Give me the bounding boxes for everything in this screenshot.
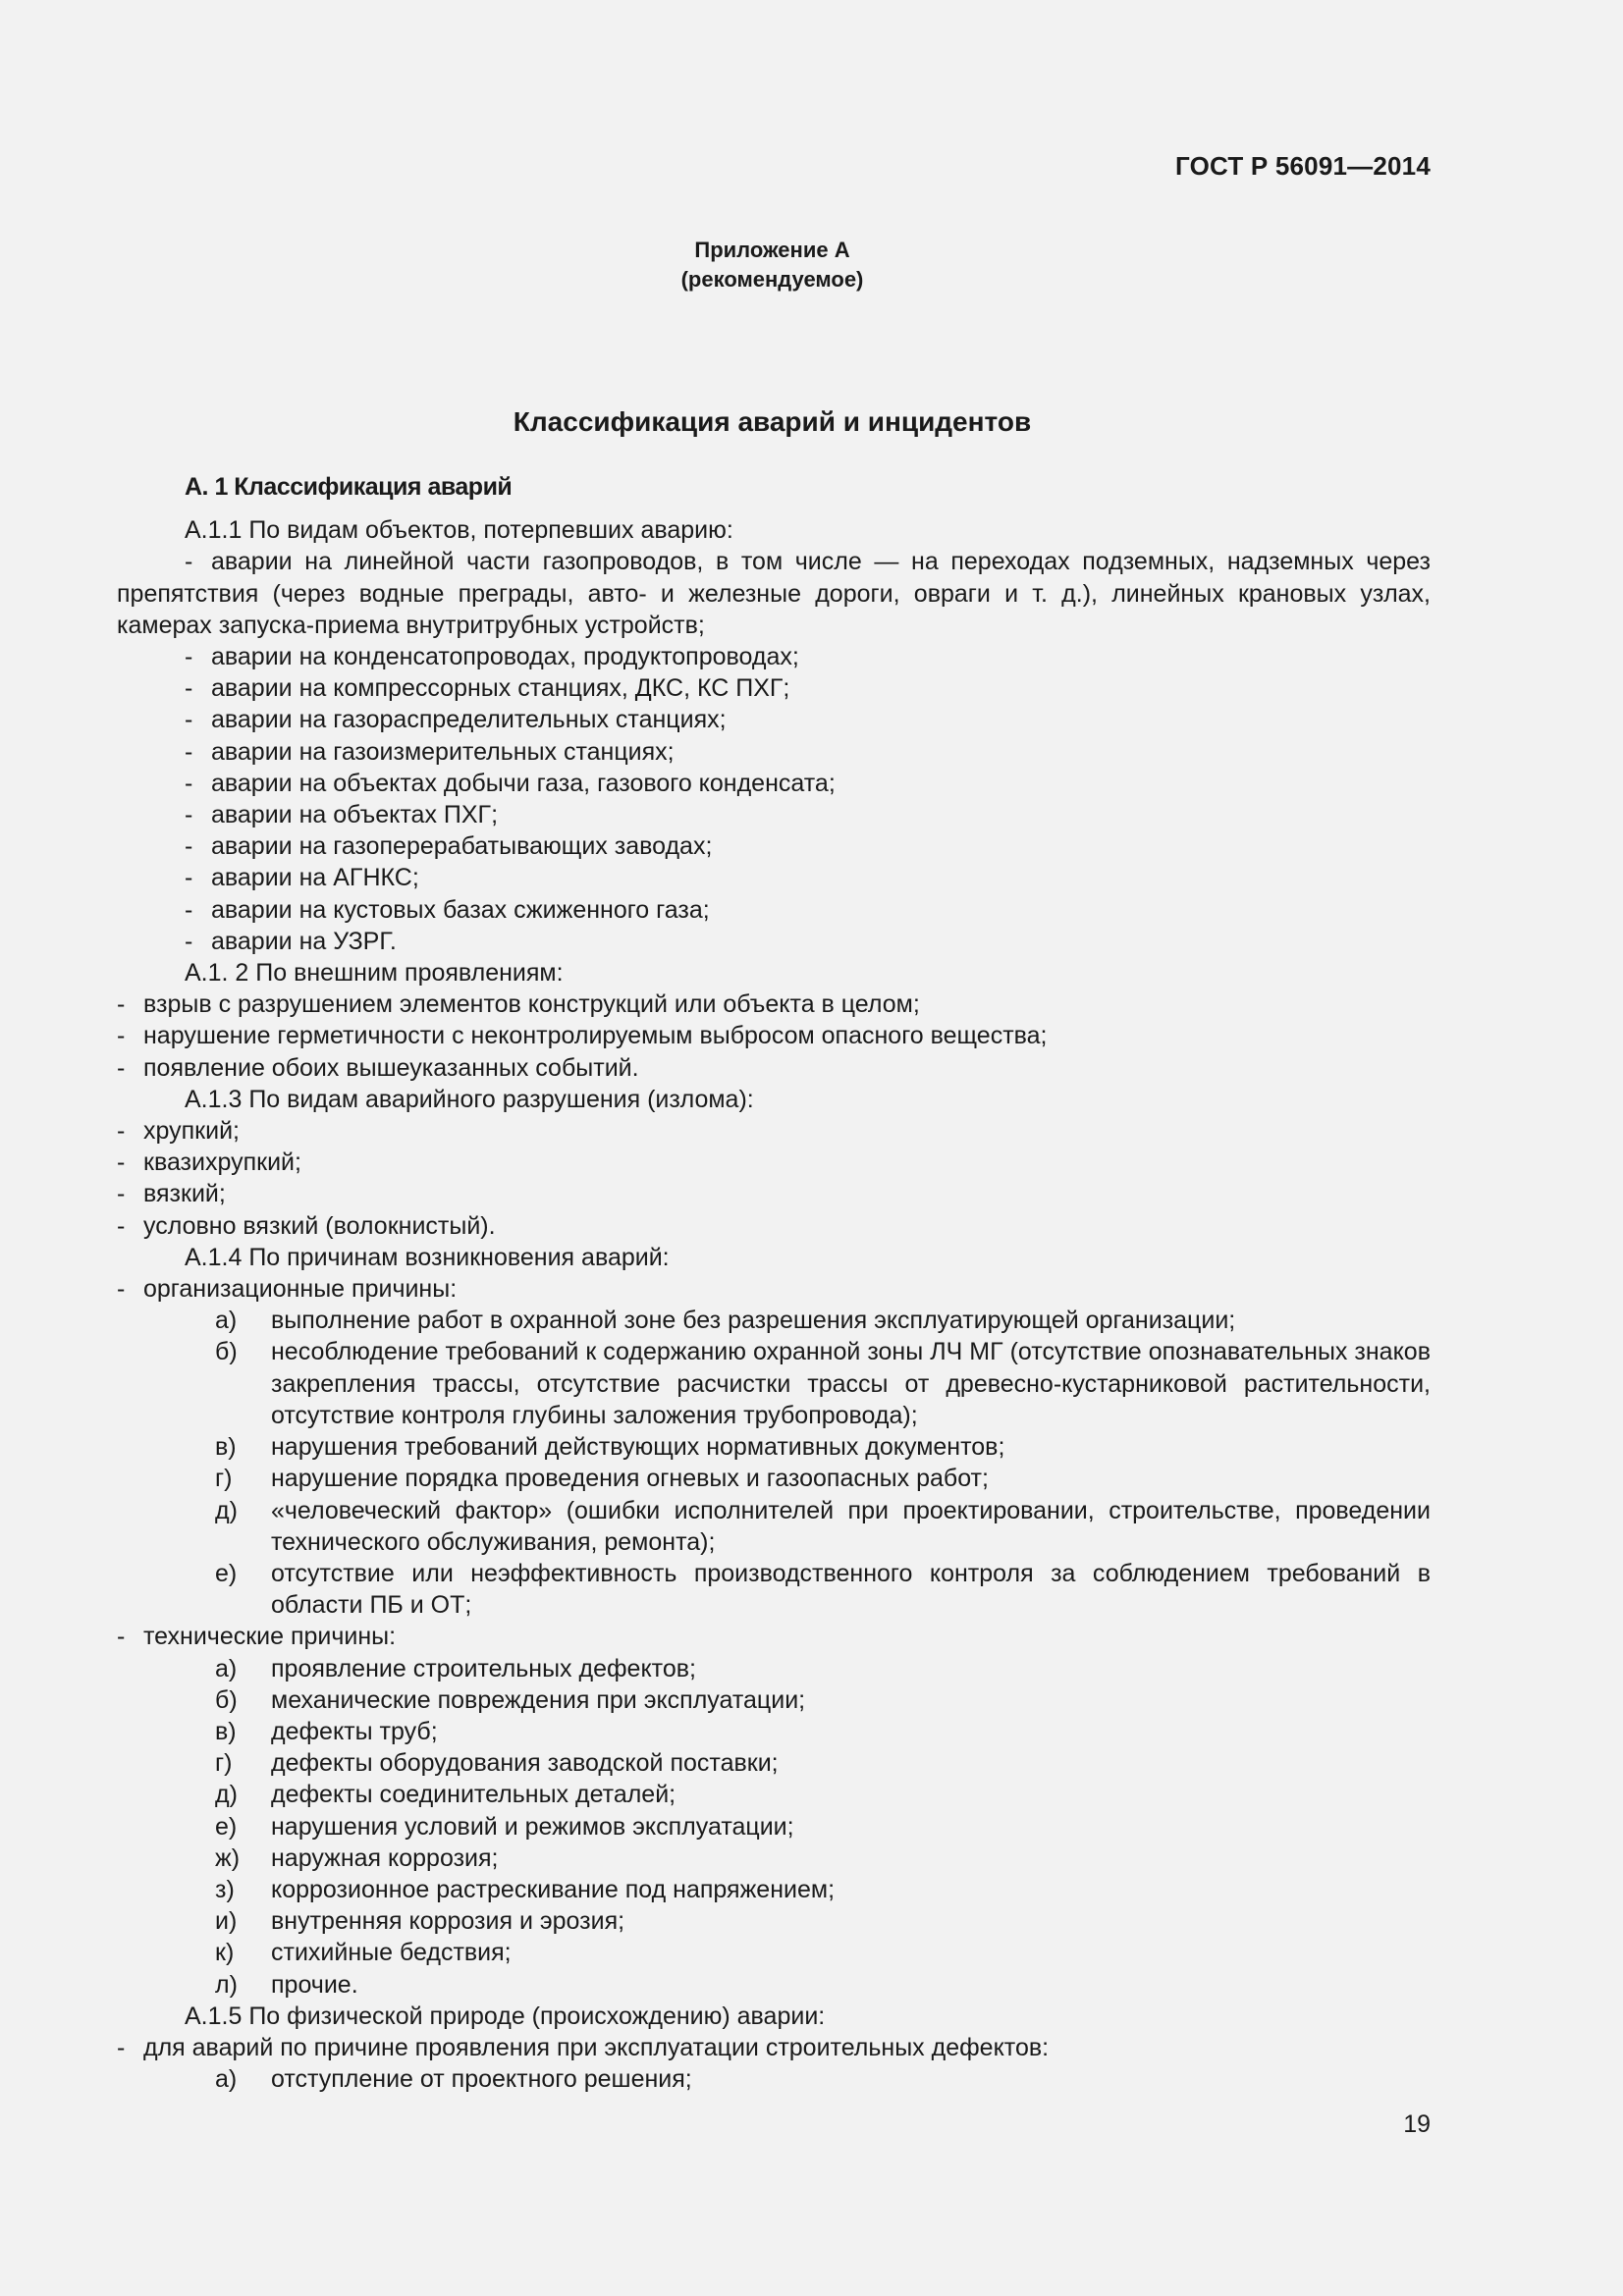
appendix-heading — [0, 236, 1544, 294]
list-item: - аварии на объектах добычи газа, газового конденсата; — [185, 769, 836, 797]
lettered-item: г) нарушение порядка проведения огневых и газоопасных работ; — [215, 1465, 989, 1493]
page-title: Классификация аварий и инцидентов — [513, 406, 1032, 437]
lettered-item: е) отсутствие или неэффективность производственного контроля за соблюдением требований в области ПБ и ОТ; — [215, 1559, 1431, 1620]
lettered-item: а) выполнение работ в охранной зоне без разрешения эксплуатирующей организации; — [215, 1307, 1236, 1335]
list-item: - аварии на объектах ПХГ; — [185, 801, 499, 829]
lettered-item: а) проявление строительных дефектов; — [215, 1654, 696, 1682]
page-number: 19 — [1403, 2110, 1431, 2138]
lettered-item: в) нарушения требований действующих нормативных документов; — [215, 1433, 1005, 1462]
list-item: - аварии на кустовых базах сжиженного газа; — [185, 895, 710, 924]
lettered-item: ж) наружная коррозия; — [215, 1843, 499, 1872]
subsection-heading-113: А.1.3 По видам аварийного разрушения (излома): — [185, 1085, 754, 1113]
lettered-item: а) отступление от проектного решения; — [215, 2065, 692, 2094]
lettered-item: б) механические повреждения при эксплуатации; — [215, 1685, 806, 1714]
list-item: - аварии на газоизмерительных станциях; — [185, 737, 675, 766]
lettered-item: б) несоблюдение требований к содержанию охранной зоны ЛЧ МГ (отсутствие опознавательных знаков закрепления трассы, отсутствие расчистки трассы от древесно-кустарниковой растительности, отсутствие контроля глубины заложения трубопровода); — [215, 1338, 1431, 1429]
subsection-heading-115: А.1.5 По физической природе (происхождению) аварии: — [185, 2002, 826, 2030]
subsection-heading-111: А.1.1 По видам объектов, потерпевших аварию: — [185, 516, 733, 545]
list-item: - взрыв с разрушением элементов конструкций или объекта в целом; — [117, 990, 920, 1019]
section-heading: А. 1 Классификация аварий — [185, 473, 513, 501]
lettered-item: г) дефекты оборудования заводской поставки; — [215, 1749, 779, 1778]
lettered-item: в) дефекты труб; — [215, 1717, 438, 1745]
list-item: - появление обоих вышеуказанных событий. — [117, 1053, 639, 1082]
lettered-item: е) нарушения условий и режимов эксплуатации; — [215, 1812, 794, 1841]
list-item: - аварии на конденсатопроводах, продуктопроводах; — [185, 643, 799, 671]
appendix-label: Приложение А — [694, 238, 850, 262]
document-body — [117, 471, 1431, 2095]
lettered-item: к) стихийные бедствия; — [215, 1939, 512, 1967]
lettered-item: и) внутренняя коррозия и эрозия; — [215, 1907, 625, 1936]
list-item: - условно вязкий (волокнистый). — [117, 1211, 496, 1240]
list-item: - аварии на газораспределительных станциях; — [185, 706, 727, 734]
list-item: - нарушение герметичности с неконтролируемым выбросом опасного вещества; — [117, 1022, 1048, 1050]
lettered-item: д) «человеческий фактор» (ошибки исполнителей при проектировании, строительстве, проведении технического обслуживания, ремонта); — [215, 1496, 1431, 1556]
list-item: - организационные причины: — [117, 1275, 458, 1304]
lettered-item: д) дефекты соединительных деталей; — [215, 1781, 676, 1809]
subsection-heading-114: А.1.4 По причинам возникновения аварий: — [185, 1243, 670, 1271]
list-item: - квазихрупкий; — [117, 1148, 301, 1177]
list-item: - аварии на АГНКС; — [185, 864, 419, 892]
lettered-item: л) прочие. — [215, 1970, 358, 1999]
list-item: - аварии на газоперерабатывающих заводах; — [185, 832, 713, 861]
lettered-item: з) коррозионное растрескивание под напряжением; — [215, 1875, 836, 1903]
list-item: - аварии на линейной части газопроводов, в том числе — на переходах подземных, надземных через препятствия (через водные преграды, авто- и железные дороги, овраги и т. д.), линейных крановых узлах, камерах запуска-приема внутритрубных устройств; — [117, 548, 1431, 639]
list-item: - вязкий; — [117, 1180, 226, 1208]
subsection-heading-112: А.1. 2 По внешним проявлениям: — [185, 959, 564, 988]
list-item: - для аварий по причине проявления при эксплуатации строительных дефектов: — [117, 2033, 1050, 2061]
list-item: - аварии на компрессорных станциях, ДКС, КС ПХГ; — [185, 674, 790, 703]
list-item: - хрупкий; — [117, 1117, 240, 1146]
list-item: - аварии на УЗРГ. — [185, 927, 397, 955]
list-item: - технические причины: — [117, 1623, 397, 1651]
appendix-status: (рекомендуемое) — [680, 267, 864, 292]
document-code: ГОСТ Р 56091—2014 — [1175, 151, 1431, 181]
